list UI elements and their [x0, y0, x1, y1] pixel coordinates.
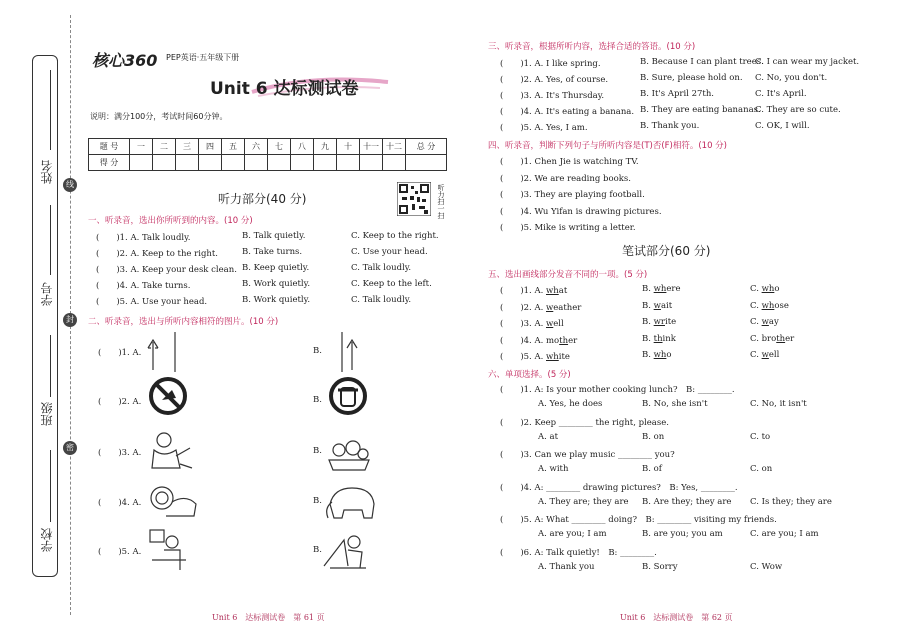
seal-mark-seal: 封: [63, 313, 77, 327]
score-table: [88, 138, 447, 171]
score-cell: 十二: [383, 139, 406, 155]
score-input-cell[interactable]: [406, 155, 447, 171]
section-5-heading: 五、选出画线部分发音不同的一项。(5 分): [488, 270, 648, 280]
list-item: ( )1. A. I like spring. B. Because I can plant trees. C. I can wear my jacket.: [500, 57, 860, 69]
no-talking-sign-icon: [148, 376, 188, 416]
seal-mark-line: 线: [63, 178, 77, 192]
list-item: ( )1. Chen Jie is watching TV.: [500, 157, 639, 167]
list-item: ( )2. A. weather B. wait C. whose: [500, 300, 789, 313]
score-cell: 二: [153, 139, 176, 155]
score-cell: 三: [176, 139, 199, 155]
list-item: ( )5. A. Use your head. B. Work quietly. C. Talk loudly.: [96, 295, 412, 307]
class-label: 班级: [40, 402, 54, 426]
score-cell: 六: [245, 139, 268, 155]
score-input-cell[interactable]: [360, 155, 383, 171]
page-footer-left: Unit 6 达标测试卷 第 61 页: [212, 613, 325, 622]
score-cell: 一: [130, 139, 153, 155]
section-4-list: [500, 155, 880, 238]
list-item: ( )1. A. what B. where C. who: [500, 284, 780, 296]
list-item: ( )4. Wu Yifan is drawing pictures.: [500, 206, 662, 217]
score-cell: 得 分: [89, 155, 130, 171]
writing-title: 笔试部分(60 分): [622, 244, 711, 258]
score-input-cell[interactable]: [176, 155, 199, 171]
section-3-list: [500, 57, 890, 137]
list-item: ( )4. A. Take turns. B. Work quietly. C. Keep to the left.: [96, 279, 432, 291]
list-item: ( )1. A. Talk loudly. B. Talk quietly. C. Keep to the right.: [96, 231, 439, 243]
school-line: [50, 450, 51, 522]
list-item: ( )2. A. Yes, of course. B. Sure, please hold on. C. No, you don't.: [500, 73, 828, 85]
binding-strip: [0, 0, 80, 636]
page-title: Unit 6 达标测试卷: [210, 79, 359, 99]
list-item-label: ( )2. A.: [98, 397, 142, 407]
question-item: ( )3. Can we play music ________ you? A. with B. of C. on: [500, 450, 773, 474]
student-no-line: [50, 205, 51, 275]
list-item-label: ( )1. A.: [98, 348, 142, 358]
list-item: ( )2. A. Keep to the right. B. Take turns. C. Use your head.: [96, 247, 428, 259]
listening-title: 听力部分(40 分): [218, 192, 307, 206]
question-item: ( )2. Keep ________ the right, please. A. at B. on C. to: [500, 417, 771, 442]
name-label: 姓名: [40, 160, 54, 184]
lion-picture-icon: [146, 480, 200, 524]
score-cell: 题 号: [89, 139, 130, 155]
name-line: [50, 70, 51, 150]
section-3-heading: 三、听录音，根据所听内容，选择合适的答语。(10 分): [488, 42, 696, 52]
question-item: ( )6. A: Talk quietly! B: ________. A. Thank you B. Sorry C. Wow: [500, 547, 783, 572]
list-item: ( )3. A. Keep your desk clean. B. Keep quietly. C. Talk loudly.: [96, 263, 412, 275]
list-item: ( )4. A. It's eating a banana. B. They are eating bananas. C. They are so cute.: [500, 105, 841, 117]
score-input-cell[interactable]: [153, 155, 176, 171]
brand-subtitle: PEP英语·五年级下册: [166, 53, 240, 62]
qr-tag: 听力扫一扫: [437, 184, 445, 219]
option-b-label: B.: [313, 446, 322, 456]
option-b-label: B.: [313, 545, 322, 555]
child-writing-picture-icon: [320, 526, 368, 572]
elephant-picture-icon: [322, 480, 378, 524]
score-input-cell[interactable]: [383, 155, 406, 171]
score-input-cell[interactable]: [314, 155, 337, 171]
keep-left-arrow-icon: [330, 330, 380, 374]
no-noise-sign-icon: [328, 376, 368, 416]
option-b-label: B.: [313, 496, 322, 506]
score-cell: 总 分: [406, 139, 447, 155]
section-6-heading: 六、单项选择。(5 分): [488, 370, 571, 380]
brand-logo: 核心360: [92, 51, 158, 70]
list-item-label: ( )4. A.: [98, 498, 142, 508]
messy-desk-picture-icon: [325, 430, 373, 474]
question-item: ( )4. A: ________ drawing pictures? B: Yes, ________. A. They are; they are B. Are they; they are C. Is they; they are: [500, 482, 832, 507]
list-item-label: ( )5. A.: [98, 547, 142, 557]
score-input-cell[interactable]: [291, 155, 314, 171]
school-label: 学校: [40, 528, 54, 552]
section-2-heading: 二、听录音，选出与所听内容相符的图片。(10 分): [88, 317, 279, 327]
exam-note: 说明：满分100分，考试时间60分钟。: [90, 112, 228, 121]
list-item: ( )2. We are reading books.: [500, 173, 631, 184]
score-input-cell[interactable]: [130, 155, 153, 171]
list-item: ( )3. A. It's Thursday. B. It's April 27th. C. It's April.: [500, 89, 807, 101]
score-cell: 十: [337, 139, 360, 155]
student-info-box: [32, 55, 58, 577]
score-cell: 五: [222, 139, 245, 155]
score-input-cell[interactable]: [245, 155, 268, 171]
keep-right-arrow-icon: [145, 330, 195, 374]
section-1-list: [96, 231, 446, 311]
option-b-label: B.: [313, 346, 322, 356]
list-item: ( )3. They are playing football.: [500, 190, 645, 200]
score-cell: 四: [199, 139, 222, 155]
child-at-desk-picture-icon: [146, 526, 188, 572]
list-item: ( )4. A. mother B. think C. brother: [500, 333, 795, 346]
class-line: [50, 335, 51, 397]
list-item: ( )3. A. well B. write C. way: [500, 317, 779, 329]
list-item: ( )5. A. white B. who C. well: [500, 350, 780, 362]
score-cell: 九: [314, 139, 337, 155]
score-input-cell[interactable]: [268, 155, 291, 171]
list-item: ( )5. Mike is writing a letter.: [500, 223, 636, 233]
qr-code-icon[interactable]: [397, 182, 431, 216]
question-item: ( )1. A: Is your mother cooking lunch? B: ________. A. Yes, he does B. No, she isn't C. No, it isn't: [500, 385, 807, 409]
option-b-label: B.: [313, 395, 322, 405]
seal-mark-secret: 密: [63, 441, 77, 455]
question-item: ( )5. A: What ________ doing? B: ________ visiting my friends. A. are you; I am B. are you; you am C. are you; I am: [500, 515, 819, 539]
student-no-label: 学号: [40, 282, 54, 306]
list-item: ( )5. A. Yes, I am. B. Thank you. C. OK, I will.: [500, 121, 810, 133]
messy-child-picture-icon: [146, 428, 196, 476]
score-input-cell[interactable]: [199, 155, 222, 171]
score-input-cell[interactable]: [337, 155, 360, 171]
score-input-cell[interactable]: [222, 155, 245, 171]
section-5-list: [500, 284, 880, 366]
section-6-list: [500, 383, 880, 583]
score-cell: 八: [291, 139, 314, 155]
section-4-heading: 四、听录音，判断下列句子与所听内容是(T)否(F)相符。(10 分): [488, 141, 727, 151]
score-cell: 十一: [360, 139, 383, 155]
list-item-label: ( )3. A.: [98, 448, 142, 458]
score-cell: 七: [268, 139, 291, 155]
page-footer-right: Unit 6 达标测试卷 第 62 页: [620, 613, 733, 622]
section-1-heading: 一、听录音，选出你所听到的内容。(10 分): [88, 216, 253, 226]
